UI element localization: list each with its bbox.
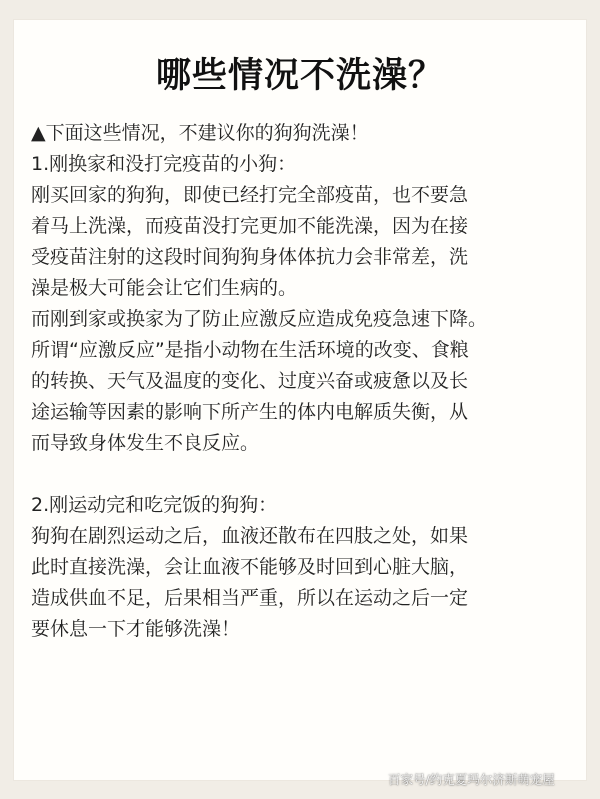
section1-line: 受疫苗注射的这段时间狗狗身体体抗力会非常差，洗 — [31, 246, 469, 268]
page-title: 哪些情况不洗澡？ — [155, 56, 444, 96]
section2-line: 要休息一下才能够洗澡！ — [31, 618, 241, 640]
section1-line: 所谓“应激反应”是指小动物在生活环境的改变、食粮 — [31, 339, 469, 361]
article-card — [14, 20, 586, 780]
section1-heading: 1.刚换家和没打完疫苗的小狗： — [31, 153, 297, 175]
section2-line: 造成供血不足，后果相当严重，所以在运动之后一定 — [31, 587, 469, 609]
article-body — [31, 118, 581, 645]
section1-line: 的转换、天气及温度的变化、过度兴奋或疲惫以及长 — [31, 370, 469, 392]
section-gap — [31, 459, 581, 490]
section1-line: 而导致身体发生不良反应。 — [31, 432, 260, 454]
watermark-text: 百家号/约克夏玛尔济斯萌宠屋 — [388, 772, 555, 787]
section1-line: 澡是极大可能会让它们生病的。 — [31, 277, 298, 299]
section1-line: 而刚到家或换家为了防止应激反应造成免疫急速下降。 — [31, 308, 488, 330]
section2-heading: 2.刚运动完和吃完饭的狗狗： — [31, 494, 278, 516]
intro-text: ▲下面这些情况，不建议你的狗狗洗澡！ — [31, 122, 369, 144]
section1-line: 途运输等因素的影响下所产生的体内电解质失衡，从 — [31, 401, 469, 423]
section1-line: 着马上洗澡，而疫苗没打完更加不能洗澡，因为在接 — [31, 215, 469, 237]
section1-line: 刚买回家的狗狗，即使已经打完全部疫苗，也不要急 — [31, 184, 469, 206]
section2-line: 狗狗在剧烈运动之后，血液还散布在四肢之处，如果 — [31, 525, 469, 547]
section2-line: 此时直接洗澡，会让血液不能够及时回到心脏大脑， — [31, 556, 469, 578]
